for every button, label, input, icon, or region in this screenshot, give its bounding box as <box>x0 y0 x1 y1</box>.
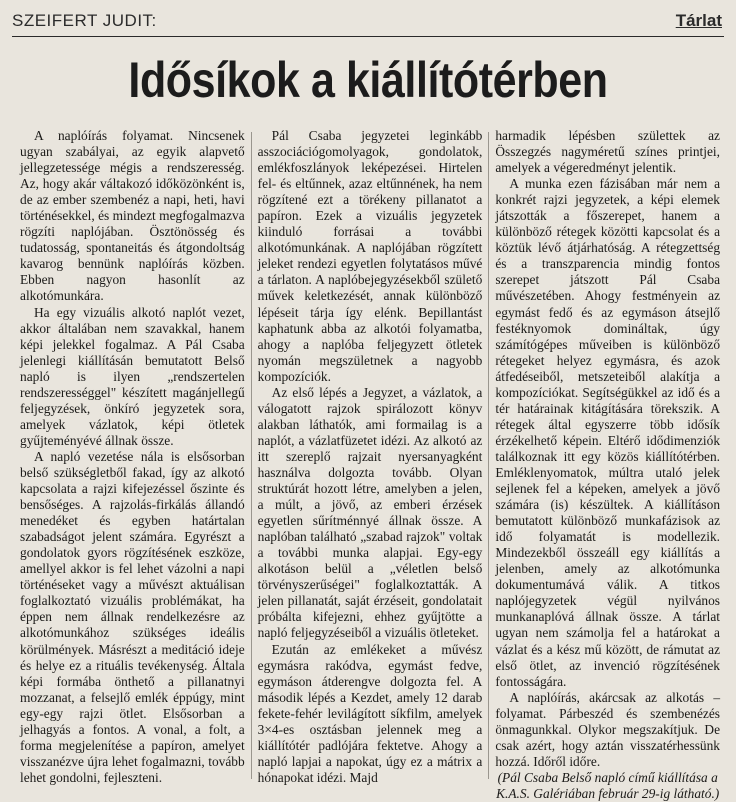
paragraph: Pál Csaba jegyzetei leginkább asszociációgomolyagok, gondolatok, emlékfoszlányok leképezései. Hirtelen fel- és eltűnnek, azaz eltűnnének, ha nem rögzítené ezt a törékeny pillanatot a papíron. Ezek a vizuális jegyzetek kiinduló forrásai a további alkotómunkának. A naplójában rögzített jeleket rendezi egyetlen folytatásos művé a tárlaton. A naplóbejegyzésekből születő művek keletkezését, annak különböző lépéseit tárja így elénk. Bepillantást kaphatunk abba az alkotói folyamatba, ahogy a naplóba feljegyzett ötletek nyomán megszületnek a nagyobb kompozíciók. <box>257 128 483 384</box>
paragraph: A munka ezen fázisában már nem a konkrét rajzi jegyzetek, a képi elemek játszották a főszerepet, hanem a különböző rétegek közötti kapcsolat és a köztük lévő átjárhatóság. A rétegzettség és a transzparencia mindig fontos szerepet játszott Pál Csaba művészetében. Ahogy festményein az egymást fedő és az egymáson átsejlő festéknyomok domináltak, úgy számítógépes műveiben is különböző rétegeket helyez egymásra, és azok átfedéseiből, metszeteiből alakítja a kompozíciókat. Segítségükkel az idő és a tér határainak kitágítására törekszik. A rétegek által egyszerre több idősík érzékelhető képein. Eltérő idődimenziók találkoznak itt egy közös kiállítótérben. Emléklenyomatok, múltra utaló jelek sejlenek fel a képeken, amelyek a jövő számára (is) készültek. A kiállításon bemutatott különböző munkafázisok az idő folyamatát is modellezik. Mindezekből összeáll egy kiállítás a jelenben, amely az alkotómunka dokumentumává válik. A titkos naplójegyzetek végül nyilvános munkanaplóvá állnak össze. A tárlat ugyan nem számolja fel a határokat a vázlat és a kész mű között, de rámutat az első ötlet, az invenció rögzítésének fontosságára. <box>495 176 721 689</box>
section-label: Tárlat <box>675 11 722 30</box>
paragraph: Ezután az emlékeket a művész egymásra rakódva, egymást fedve, egymáson átderengve dolgozta fel. A második lépés a Kezdet, amely 12 darab fekete-fehér levilágított síkfilm, amelyek 3×4-es osztásban jelennek meg a kiállítótér padlójára fektetve. Ahogy a napló lapjai a napokat, úgy ez a mátrix a hónapokat idézi. Majd <box>257 641 483 785</box>
exhibition-credit: (Pál Csaba Belső napló című kiállítása a K.A.S. Galériában február 29-ig látható.) <box>496 769 720 801</box>
paragraph: Az első lépés a Jegyzet, a vázlatok, a válogatott rajzok spirálozott könyv alakban láthatók, ami formailag is a naplót, a vázlatfüzetet idézi. Az alkotó az itt szereplő rajzait nyersanyagként használva dolgozta tovább. Olyan struktúrát hozott létre, amelyben a jelen, a múlt, a jövő, az emberi érzések egyetlen sűrítménnyé állnak össze. A naplóban található „szabad rajzok" voltak a további munka alapjai. Egy-egy alkotáson belül a „véletlen belső törvényszerűségei" foglalkoztatták. A jelen pillanatát, saját érzéseit, gondolatait próbálta kifejezni, ehhez gyűjtötte a napló feljegyzéseiből a vizuális ötleteket. <box>257 384 483 641</box>
header-bar <box>12 6 724 37</box>
paragraph: harmadik lépésben születtek az Összegzés nagyméretű színes printjei, amelyek a végeredményt jelentik. <box>495 128 721 176</box>
paragraph: A napló vezetése nála is elsősorban belső szükségletből fakad, így az alkotó kapcsolata a rajzi kifejezéssel őszinte és bensőséges. A rajzolás-firkálás állandó menedéket és egyben határtalan szabadságot jelent számára. Egyrészt a gondolatok gyors rögzítésének eszköze, amellyel akkor is fel lehet vázolni a napi történéseket vagy a művészt aktuálisan foglalkoztató vizuális problémákat, ha éppen nem állnak rendelkezésre az alkotómunkához szükséges ideális körülmények. Másrészt a meditáció ideje és helye ez a rituális tevékenység. Általa képi formába önthető a pillanatnyi mozzanat, a felsejlő emlék éppúgy, mint egy-egy rajzi ötlet. Elsősorban a jelhagyás a fontos. A vonal, a folt, a forma megjelenítése a papíron, amelyet visszanézve újra lehet fogalmazni, tovább lehet gondolni, fejleszteni. <box>20 448 245 785</box>
column-3 <box>489 128 726 801</box>
author-byline: SZEIFERT JUDIT: <box>12 11 157 30</box>
article-headline: Idősíkok a kiállítótérben <box>128 52 608 108</box>
paragraph: Ha egy vizuális alkotó naplót vezet, akkor általában nem szavakkal, hanem képi jelekkel fogalmaz. A Pál Csaba jelenlegi kiállításán bemutatott Belső napló is ilyen „rendszertelen rendszerességgel" készített magánjellegű feljegyzések, önkíró jegyzetek sora, amelyek vázlatok, képi ötletek gyűjteményévé állnak össze. <box>20 304 245 448</box>
article-body <box>14 128 726 801</box>
paragraph: A naplóírás folyamat. Nincsenek ugyan szabályai, az egyik alapvető jellegzetessége mégis a rendszeresség. Az, hogy akár váltakozó időközönként is, de az ember szembenéz a napi, heti, havi történésekkel, és mindezt megfogalmazva rögzíti naplójában. Ösztönösség és tudatosság, spontaneitás és átgondoltság kavarog bennünk naplóírás közben. Ebben nagyon hasonlít az alkotómunkára. <box>20 128 245 304</box>
paragraph: A naplóírás, akárcsak az alkotás – folyamat. Párbeszéd és szembenézés önmagunkkal. Olykor megszakítjuk. De csak azért, hogy aztán visszatérhessünk hozzá. Időről időre. <box>495 689 721 769</box>
column-1 <box>14 128 251 783</box>
column-2 <box>252 128 489 783</box>
